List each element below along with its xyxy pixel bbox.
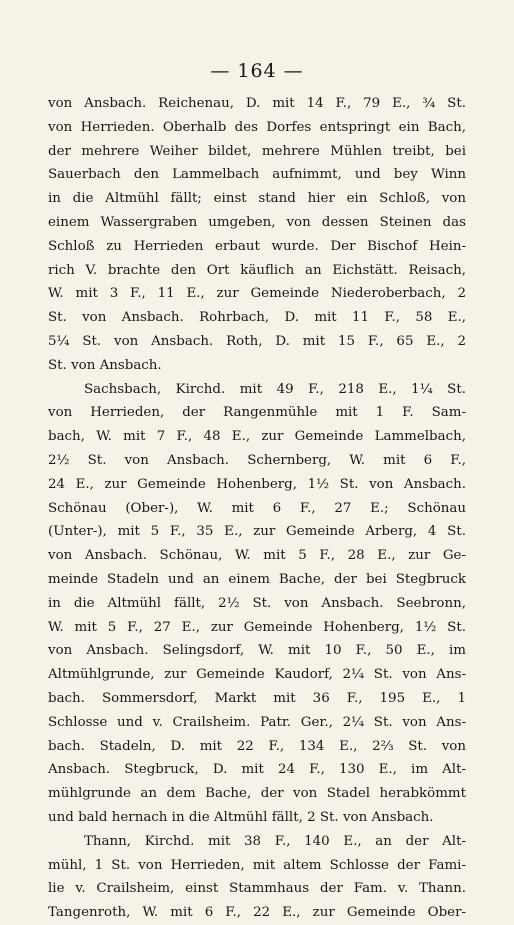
text-line: W. mit 3 F., 11 E., zur Gemeinde Niederoberbach, 2 [48,286,466,302]
text-line: St. von Ansbach. Rohrbach, D. mit 11 F., 58 E., [48,310,466,326]
text-line: Sachsbach, Kirchd. mit 49 F., 218 E., 1¼ St. [84,381,466,397]
text-line: Schloß zu Herrieden erbaut wurde. Der Bischof Hein- [48,238,466,254]
text-line: meinde Stadeln und an einem Bache, der bei Stegbruck [48,571,466,587]
text-line: lie v. Crailsheim, einst Stammhaus der Fam. v. Thann. [48,881,466,897]
text-line: von Ansbach. Selingsdorf, W. mit 10 F., 50 E., im [48,643,466,659]
text-line: Ansbach. Stegbruck, D. mit 24 F., 130 E., im Alt- [48,762,466,778]
text-line: Altmühlgrunde, zur Gemeinde Kaudorf, 2¼ St. von Ans- [48,667,466,683]
text-line: in die Altmühl fällt; einst stand hier ein Schloß, von [48,191,466,207]
text-line: Schönau (Ober-), W. mit 6 F., 27 E.; Schönau [48,500,466,516]
text-line: in die Altmühl fällt, 2½ St. von Ansbach. Seebronn, [48,595,466,611]
text-line: von Herrieden. Oberhalb des Dorfes entspringt ein Bach, [48,119,466,135]
text-line: (Unter-), mit 5 F., 35 E., zur Gemeinde Arberg, 4 St. [48,524,466,540]
text-line: St. von Ansbach. [48,357,162,373]
text-line: bach. Stadeln, D. mit 22 F., 134 E., 2⅔ St. von [48,738,466,754]
text-line: 2½ St. von Ansbach. Schernberg, W. mit 6 F., [48,452,466,468]
text-line: Thann, Kirchd. mit 38 F., 140 E., an der Alt- [84,833,466,849]
text-line: und bald hernach in die Altmühl fällt, 2 St. von Ansbach. [48,809,434,825]
body-text [48,92,466,925]
text-line: mühlgrunde an dem Bache, der von Stadel herabkömmt [48,786,466,802]
text-line: Tangenroth, W. mit 6 F., 22 E., zur Gemeinde Ober- [48,905,466,921]
text-line: der mehrere Weiher bildet, mehrere Mühlen treibt, bei [48,143,466,159]
text-line: Sauerbach den Lammelbach aufnimmt, und bey Winn [48,167,466,183]
text-line: von Ansbach. Schönau, W. mit 5 F., 28 E., zur Ge- [48,548,466,564]
text-line: W. mit 5 F., 27 E., zur Gemeinde Hohenberg, 1½ St. [48,619,466,635]
text-line: bach, W. mit 7 F., 48 E., zur Gemeinde Lammelbach, [48,429,466,445]
text-line: von Ansbach. Reichenau, D. mit 14 F., 79 E., ¾ St. [48,96,466,111]
text-line: 24 E., zur Gemeinde Hohenberg, 1½ St. von Ansbach. [48,476,466,492]
text-line: von Herrieden, der Rangenmühle mit 1 F. Sam- [48,405,466,421]
page-number: — 164 — [210,60,304,82]
text-line: Schlosse und v. Crailsheim. Patr. Ger., 2¼ St. von Ans- [48,714,466,730]
text-line: einem Wassergraben umgeben, von dessen Steinen das [48,214,466,230]
text-line: bach. Sommersdorf, Markt mit 36 F., 195 E., 1 [48,690,466,706]
text-line: mühl, 1 St. von Herrieden, mit altem Schlosse der Fami- [48,857,466,873]
text-line: 5¼ St. von Ansbach. Roth, D. mit 15 F., 65 E., 2 [48,333,466,349]
text-line: rich V. brachte den Ort käuflich an Eichstätt. Reisach, [48,262,466,278]
